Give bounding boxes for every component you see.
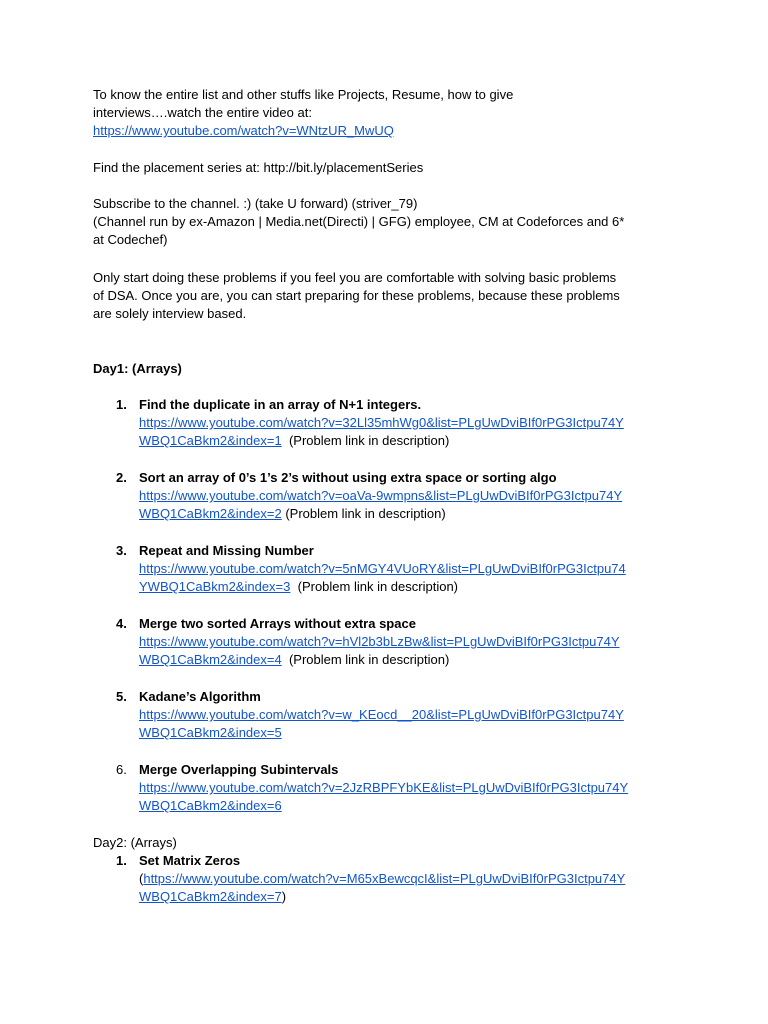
intro-line-2: interviews….watch the entire video at: [93, 105, 312, 120]
problem-link-continued[interactable]: WBQ1CaBkm2&index=1 [139, 433, 282, 448]
problem-link[interactable]: https://www.youtube.com/watch?v=32Ll35mhWg0&list=PLgUwDviBIf0rPG3Ictpu74Y [139, 415, 624, 430]
problem-link-continued[interactable]: WBQ1CaBkm2&index=2 [139, 506, 282, 521]
problem-title: Sort an array of 0’s 1’s 2’s without using extra space or sorting algo [139, 470, 557, 485]
problem-title: Merge two sorted Arrays without extra space [139, 616, 416, 631]
subscribe-line-1: Subscribe to the channel. :) (take U forward) (striver_79) [93, 196, 418, 211]
day1-item-1-number: 1. [116, 397, 127, 412]
subscribe-paragraph [93, 195, 683, 249]
day1-item-6 [139, 761, 699, 815]
intro-paragraph [93, 86, 683, 140]
problem-note: (Problem link in description) [288, 652, 450, 667]
day2-item-1-number: 1. [116, 853, 127, 868]
close-paren: ) [281, 889, 287, 904]
day1-item-4 [139, 615, 699, 669]
subscribe-line-2: (Channel run by ex-Amazon | Media.net(Directi) | GFG) employee, CM at Codeforces and 6* [93, 214, 625, 229]
intro-video-link[interactable]: https://www.youtube.com/watch?v=WNtzUR_MwUQ [93, 123, 394, 138]
placement-paragraph [93, 159, 683, 177]
problem-note: (Problem link in description) [285, 506, 446, 521]
problem-link[interactable]: https://www.youtube.com/watch?v=hVl2b3bLzBw&list=PLgUwDviBIf0rPG3Ictpu74Y [139, 634, 620, 649]
problem-link-continued[interactable]: WBQ1CaBkm2&index=6 [139, 798, 282, 813]
problem-title: Find the duplicate in an array of N+1 integers. [139, 397, 422, 412]
intro-line-1: To know the entire list and other stuffs like Projects, Resume, how to give [93, 87, 514, 102]
problem-link[interactable]: https://www.youtube.com/watch?v=2JzRBPFYbKE&list=PLgUwDviBIf0rPG3Ictpu74Y [139, 780, 629, 795]
problem-title: Set Matrix Zeros [139, 853, 241, 868]
day1-item-2 [139, 469, 699, 523]
problem-link[interactable]: https://www.youtube.com/watch?v=w_KEocd__20&list=PLgUwDviBIf0rPG3Ictpu74Y [139, 707, 624, 722]
warning-line-3: are solely interview based. [93, 306, 247, 321]
day1-item-5-number: 5. [116, 689, 127, 704]
problem-title: Repeat and Missing Number [139, 543, 314, 558]
day1-heading: Day1: (Arrays) [93, 361, 182, 376]
day1-item-1 [139, 396, 699, 450]
subscribe-line-3: at Codechef) [93, 232, 168, 247]
problem-link-continued[interactable]: WBQ1CaBkm2&index=7 [139, 889, 282, 904]
day2-heading: Day2: (Arrays) [93, 835, 177, 850]
problem-note: (Problem link in description) [288, 433, 450, 448]
problem-link[interactable]: https://www.youtube.com/watch?v=oaVa-9wmpns&list=PLgUwDviBIf0rPG3Ictpu74Y [139, 488, 623, 503]
placement-text: Find the placement series at: http://bit.ly/placementSeries [93, 160, 424, 175]
problem-note: (Problem link in description) [297, 579, 459, 594]
problem-link-continued[interactable]: YWBQ1CaBkm2&index=3 [139, 579, 291, 594]
warning-line-2: of DSA. Once you are, you can start preparing for these problems, because these problems [93, 288, 620, 303]
day1-item-6-number: 6. [116, 762, 127, 777]
warning-paragraph [93, 269, 683, 323]
problem-title: Merge Overlapping Subintervals [139, 762, 339, 777]
day1-item-4-number: 4. [116, 616, 127, 631]
day1-item-3 [139, 542, 699, 596]
problem-link-continued[interactable]: WBQ1CaBkm2&index=4 [139, 652, 282, 667]
problem-link[interactable]: https://www.youtube.com/watch?v=5nMGY4VUoRY&list=PLgUwDviBIf0rPG3Ictpu74 [139, 561, 626, 576]
problem-link[interactable]: https://www.youtube.com/watch?v=M65xBewcqcI&list=PLgUwDviBIf0rPG3Ictpu74Y [143, 871, 626, 886]
day1-item-3-number: 3. [116, 543, 127, 558]
day2-item-1 [139, 852, 699, 906]
day1-item-2-number: 2. [116, 470, 127, 485]
problem-title: Kadane’s Algorithm [139, 689, 261, 704]
problem-link-continued[interactable]: WBQ1CaBkm2&index=5 [139, 725, 282, 740]
warning-line-1: Only start doing these problems if you feel you are comfortable with solving basic problems [93, 270, 617, 285]
day1-item-5 [139, 688, 699, 742]
open-paren: ( [139, 871, 144, 886]
